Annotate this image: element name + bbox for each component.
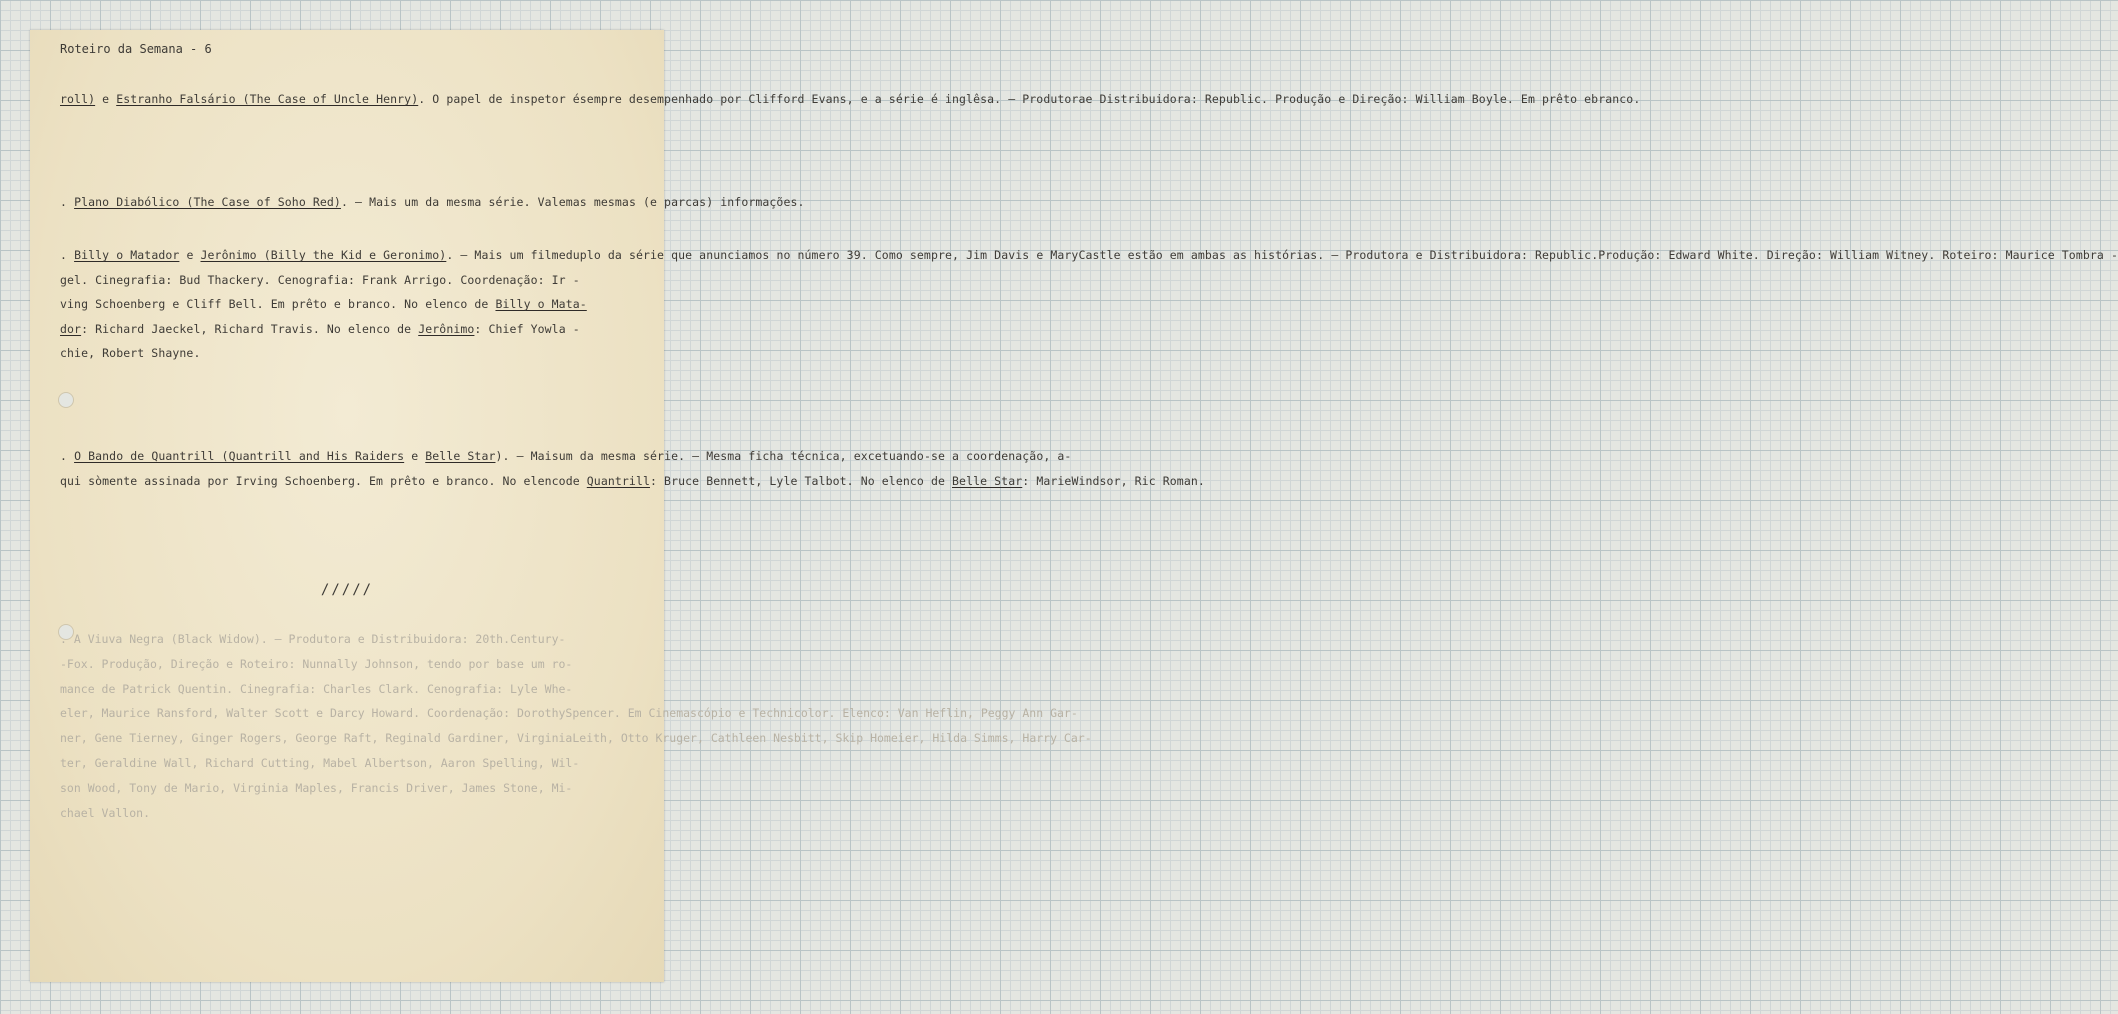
underlined-title: Belle Star	[952, 473, 1023, 488]
text-segment: e	[95, 92, 117, 106]
paragraph-estranho-falsario	[60, 87, 1641, 112]
text-segment: ving Schoenberg e Cliff Bell. Em prêto e branco. No elenco de	[60, 297, 496, 311]
underlined-title: Billy o Mata-	[495, 297, 587, 311]
faded-text-line: eler, Maurice Ransford, Walter Scott e Darcy Howard. Coordenação: Dorothy	[60, 706, 566, 721]
faded-text-line: Leith, Otto Kruger, Cathleen Nesbitt, Skip Homeier, Hilda Simms, Harry Car-	[572, 731, 1092, 746]
faded-text-line: . A Viuva Negra (Black Widow). — Produtora e Distribuidora: 20th.Century-	[60, 632, 566, 646]
paragraph-billy-o-matador	[60, 243, 2118, 366]
faded-text-line: ter, Geraldine Wall, Richard Cutting, Mabel Albertson, Aaron Spelling, Wil-	[60, 755, 580, 770]
punch-hole	[58, 392, 74, 408]
faded-text-line: Spencer. Em Cinemascópio e Technicolor. Elenco: Van Heflin, Peggy Ann Gar-	[565, 706, 1078, 721]
text-segment: . O papel de inspetor é	[418, 92, 580, 106]
page-header: Roteiro da Semana - 6	[60, 42, 212, 56]
text-line	[1071, 474, 1204, 488]
text-segment: : Richard Jaeckel, Richard Travis. No elenco de	[81, 321, 419, 336]
text-line	[566, 248, 1079, 262]
text-segment: duplo da série que anunciamos no número 39. Como sempre, Jim Davis e Mary	[565, 248, 1079, 262]
text-line	[60, 346, 200, 360]
text-segment: Produção: Edward White. Direção: William Witney. Roteiro: Maurice Tombra -	[1598, 248, 2118, 262]
underlined-title: Quantrill	[586, 473, 650, 488]
text-segment: ). — Mais	[495, 449, 559, 463]
underlined-title: dor	[60, 321, 82, 336]
typewritten-page	[30, 30, 2118, 982]
text-segment: chie, Robert Shayne.	[60, 346, 201, 360]
underlined-title: O Bando de Quantrill (Quantrill and His Raiders	[74, 449, 405, 463]
text-segment: um da mesma série. — Mesma ficha técnica, excetuando-se a coordenação, a-	[558, 449, 1072, 463]
section-divider: /////	[320, 582, 374, 598]
text-segment: branco.	[1591, 92, 1641, 106]
text-segment: Windsor, Ric Roman.	[1071, 473, 1205, 488]
text-line	[1598, 248, 2118, 262]
faded-text-line: chael Vallon.	[60, 805, 151, 820]
text-segment: . — Mais um da mesma série. Valem	[340, 195, 573, 209]
underlined-title: Plano Diabólico (The Case of Soho Red)	[74, 195, 341, 209]
underlined-title: Jerônimo	[418, 321, 475, 336]
text-segment: .	[60, 449, 75, 463]
text-line	[60, 248, 566, 262]
underlined-title: Estranho Falsário (The Case of Uncle Henry)	[116, 92, 419, 106]
text-segment: qui sòmente assinada por Irving Schoenberg. Em prêto e branco. No elenco	[60, 473, 566, 488]
text-segment: .	[60, 248, 75, 262]
text-line	[580, 92, 1086, 106]
text-line	[60, 474, 566, 488]
faded-text-line: ner, Gene Tierney, Ginger Rogers, George Raft, Reginald Gardiner, Virginia	[60, 731, 573, 746]
underlined-title: Belle Star	[425, 449, 496, 463]
text-segment: .	[60, 195, 75, 209]
faded-text-line: -Fox. Produção, Direção e Roteiro: Nunnally Johnson, tendo por base um ro-	[60, 656, 573, 671]
text-line	[1085, 92, 1591, 106]
text-line	[60, 92, 580, 106]
text-segment: de	[565, 473, 587, 488]
text-segment: Castle estão em ambas as histórias. — Produtora e Distribuidora: Republic.	[1078, 248, 1599, 262]
underlined-title: roll)	[60, 92, 96, 106]
text-segment: as mesmas (e parcas) informações.	[572, 195, 805, 209]
underlined-title: Billy o Matador	[74, 248, 180, 262]
underlined-title: Jerônimo (Billy the Kid e Geronimo)	[200, 248, 447, 262]
text-segment: sempre desempenhado por Clifford Evans, e a série é inglêsa. — Produtora	[579, 92, 1086, 106]
text-line	[60, 297, 587, 311]
text-line	[60, 322, 580, 336]
text-line	[1591, 92, 1640, 106]
paragraph-plano-diabolico	[60, 190, 805, 215]
text-line	[573, 195, 805, 209]
text-segment: : Chief Yowla -	[474, 321, 580, 336]
text-line	[60, 273, 580, 287]
faded-paragraph-viuva-negra	[60, 627, 1092, 825]
text-segment: e	[179, 248, 201, 262]
text-segment: : Bruce Bennett, Lyle Talbot. No elenco de	[650, 473, 953, 488]
text-segment: . — Mais um filme	[446, 248, 566, 262]
faded-text-line: son Wood, Tony de Mario, Virginia Maples, Francis Driver, James Stone, Mi-	[60, 780, 573, 795]
text-line	[566, 474, 1072, 488]
text-segment: e	[404, 449, 426, 463]
text-line	[60, 195, 573, 209]
faded-text-line: mance de Patrick Quentin. Cinegrafia: Charles Clark. Cenografia: Lyle Whe-	[60, 681, 573, 696]
text-line	[1078, 248, 1598, 262]
text-line	[559, 449, 1072, 463]
text-segment: gel. Cinegrafia: Bud Thackery. Cenografia: Frank Arrigo. Coordenação: Ir -	[60, 272, 580, 287]
text-line	[60, 449, 559, 463]
paragraph-bando-de-quantrill	[60, 444, 1205, 493]
text-segment: e Distribuidora: Republic. Produção e Direção: William Boyle. Em prêto e	[1085, 92, 1592, 106]
text-segment: : Marie	[1022, 473, 1072, 488]
